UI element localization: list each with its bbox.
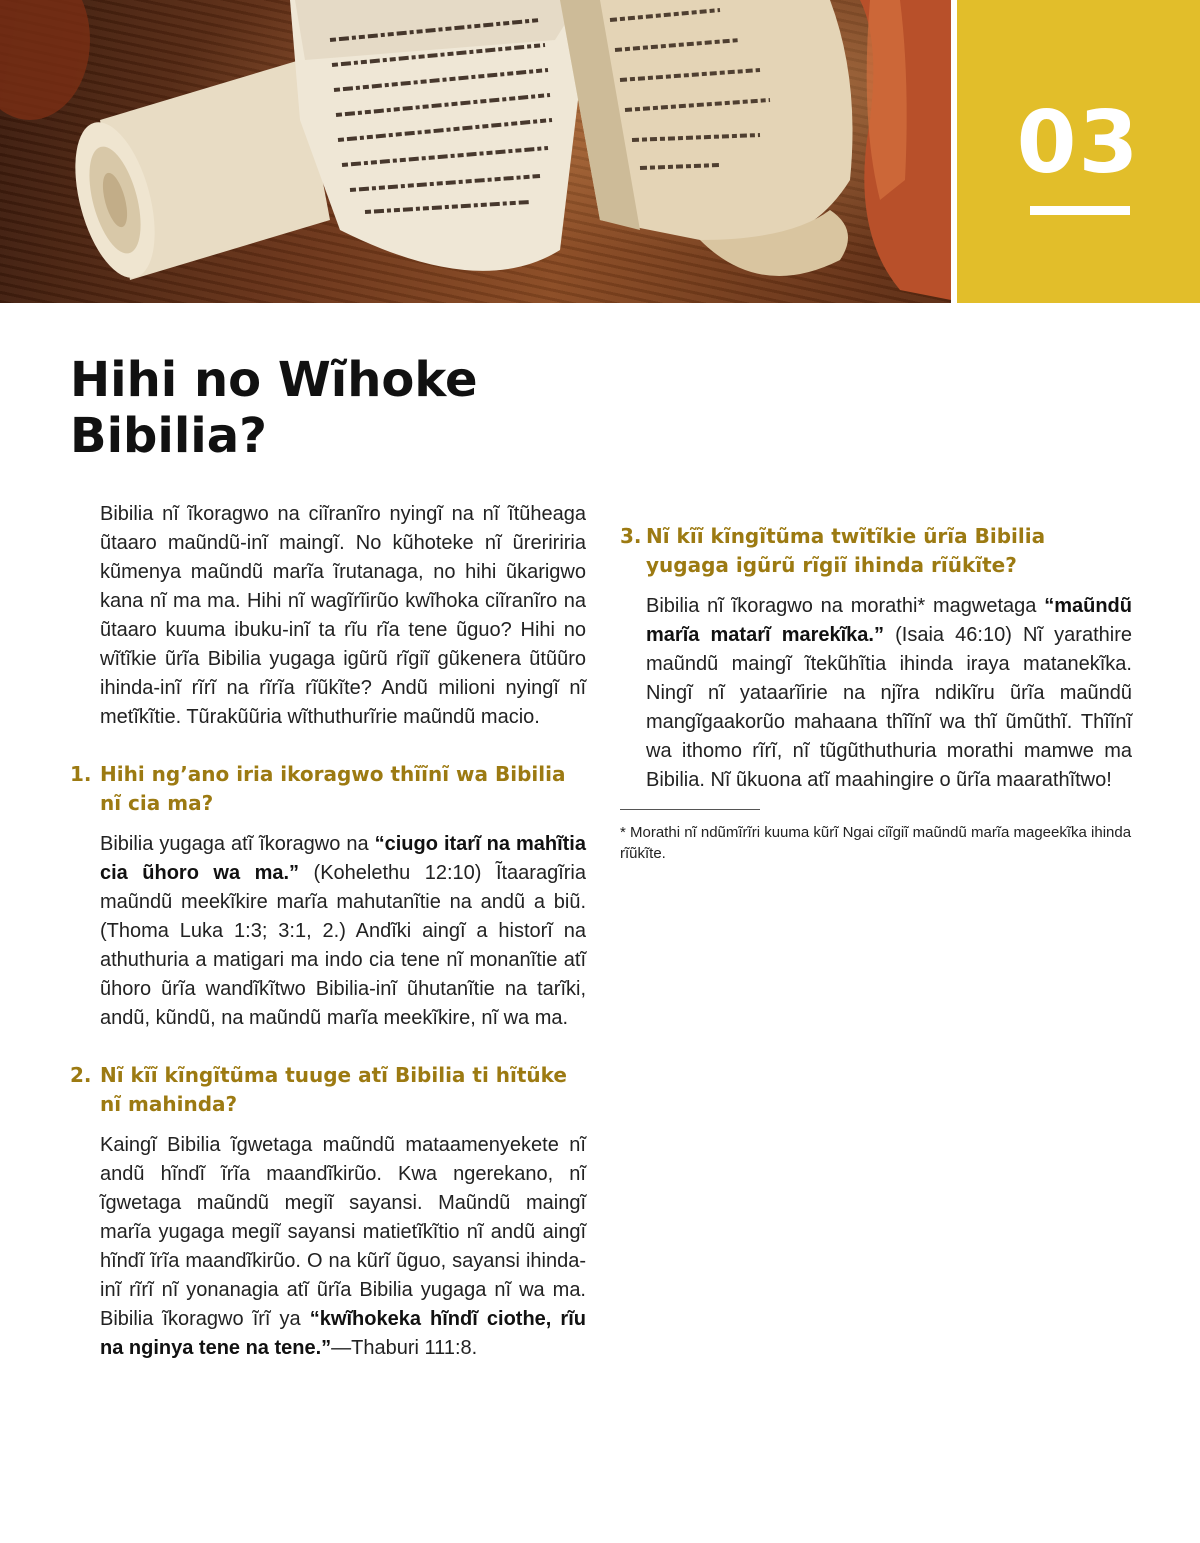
question-1-text: Hihi ng’ano iria ikoragwo thĩĩnĩ wa Bibilia nĩ cia ma? — [100, 762, 566, 815]
right-column — [620, 500, 1132, 864]
answer-3-text-b: (Isaia 46:10) Nĩ yarathire maũndũ maingĩ ĩtekũhĩtia ihinda iraya matanekĩka. Ningĩ nĩ yataarĩirie na njĩra ndikĩru ũrĩa maũndũ mangĩgaakorũo mahaana thĩĩnĩ wa thĩ ũmũthĩ. Thĩĩnĩ wa ithomo rĩrĩ, nĩ tũgũthuthuria morathi mamwe ma Bibilia. Nĩ ũkuona atĩ maahingire o ũrĩa maarathĩtwo! — [646, 624, 1132, 791]
answer-1-text-b: (Kohelethu 12:10) Ĩtaaragĩria maũndũ meekĩkire marĩa mahutanĩtie na andũ a biũ. (Thoma Luka 1:3; 3:1, 2.) Andĩki aingĩ a historĩ na athuthuria a matigari ma indo cia tene nĩ monanĩtie atĩ ũhoro ũrĩa wandĩkĩtwo Bibilia-inĩ ũhutanĩtie na tarĩki, andũ, kũndũ, na maũndũ marĩa meekĩkire, nĩ wa ma. — [100, 862, 586, 1029]
question-1-number: 1. — [70, 762, 92, 786]
answer-3-text-a: Bibilia nĩ ĩkoragwo na morathi* magwetaga — [646, 595, 1045, 617]
answer-2-paragraph — [70, 1131, 586, 1363]
left-column — [70, 500, 586, 1363]
question-3 — [620, 522, 1132, 580]
chapter-badge — [957, 0, 1200, 303]
chapter-underline — [1030, 206, 1130, 215]
page-title — [70, 352, 590, 464]
footnote: * Morathi nĩ ndũmĩrĩri kuuma kũrĩ Ngai ciĩgiĩ maũndũ marĩa mageekĩka ihinda rĩũkĩte. — [620, 824, 1132, 862]
scrolls-illustration — [0, 0, 951, 303]
title-line-2: Bibilia? — [70, 408, 267, 464]
question-2 — [70, 1061, 586, 1119]
answer-1-text-a: Bibilia yugaga atĩ ĩkoragwo na — [100, 833, 375, 855]
answer-1-quote: “ciugo itarĩ na mahĩtia cia ũhoro wa ma.” — [100, 833, 586, 884]
hero-image-scrolls — [0, 0, 951, 303]
question-2-number: 2. — [70, 1063, 92, 1087]
answer-3-paragraph — [620, 592, 1132, 795]
question-3-number: 3. — [620, 524, 642, 548]
answer-3-quote: “maũndũ marĩa matarĩ marekĩka.” — [646, 595, 1132, 646]
title-line-1: Hihi no Wĩhoke — [70, 352, 478, 408]
question-2-text: Nĩ kĩĩ kĩngĩtũma tuuge atĩ Bibilia ti hĩtũke nĩ mahinda? — [100, 1063, 567, 1116]
question-1 — [70, 760, 586, 818]
question-3-text: Nĩ kĩĩ kĩngĩtũma twĩtĩkie ũrĩa Bibilia yugaga igũrũ rĩgiĩ ihinda rĩũkĩte? — [646, 524, 1046, 577]
answer-1-paragraph — [70, 830, 586, 1033]
footnote-divider — [620, 809, 760, 810]
intro-paragraph: Bibilia nĩ ĩkoragwo na ciĩranĩro nyingĩ na nĩ ĩtũheaga ũtaaro maũndũ-inĩ maingĩ. No kũhoteke nĩ ũreririria kũmenya maũndũ marĩa ĩrutanaga, no hihi ũkarigwo kana nĩ ma ma. Hihi nĩ wagĩrĩirũo kwĩhoka ciĩranĩro na ũtaaro kuuma ibuku-inĩ ta rĩu rĩa tene ũguo? Hihi no wĩtĩkie ũrĩa Bibilia yugaga igũrũ rĩgiĩ gũkenera ũtũũro ihinda-inĩ rĩrĩ na rĩrĩa rĩũkĩte? Andũ milioni nyingĩ nĩ metĩkĩtie. Tũrakũũria wĩthuthurĩrie maũndũ macio. — [100, 503, 586, 728]
answer-2-quote: “kwĩhokeka hĩndĩ ciothe, rĩu na nginya tene na tene.” — [100, 1308, 586, 1359]
chapter-number: 03 — [1016, 93, 1141, 193]
answer-2-text-a: Kaingĩ Bibilia ĩgwetaga maũndũ mataamenyekete nĩ andũ hĩndĩ ĩrĩa maandĩkirũo. Kwa ngerekano, nĩ ĩgwetaga maũndũ megiĩ sayansi. Maũndũ maingĩ marĩa yugaga megiĩ sayansi matietĩkĩtio nĩ andũ aingĩ hĩndĩ ĩrĩa maandĩkirũo. O na kũrĩ ũguo, sayansi ihinda-inĩ rĩrĩ nĩ yonanagia atĩ ũrĩa Bibilia yugaga nĩ wa ma. Bibilia ĩkoragwo ĩrĩ ya — [100, 1134, 586, 1330]
answer-2-text-b: —Thaburi 111:8. — [331, 1337, 478, 1359]
